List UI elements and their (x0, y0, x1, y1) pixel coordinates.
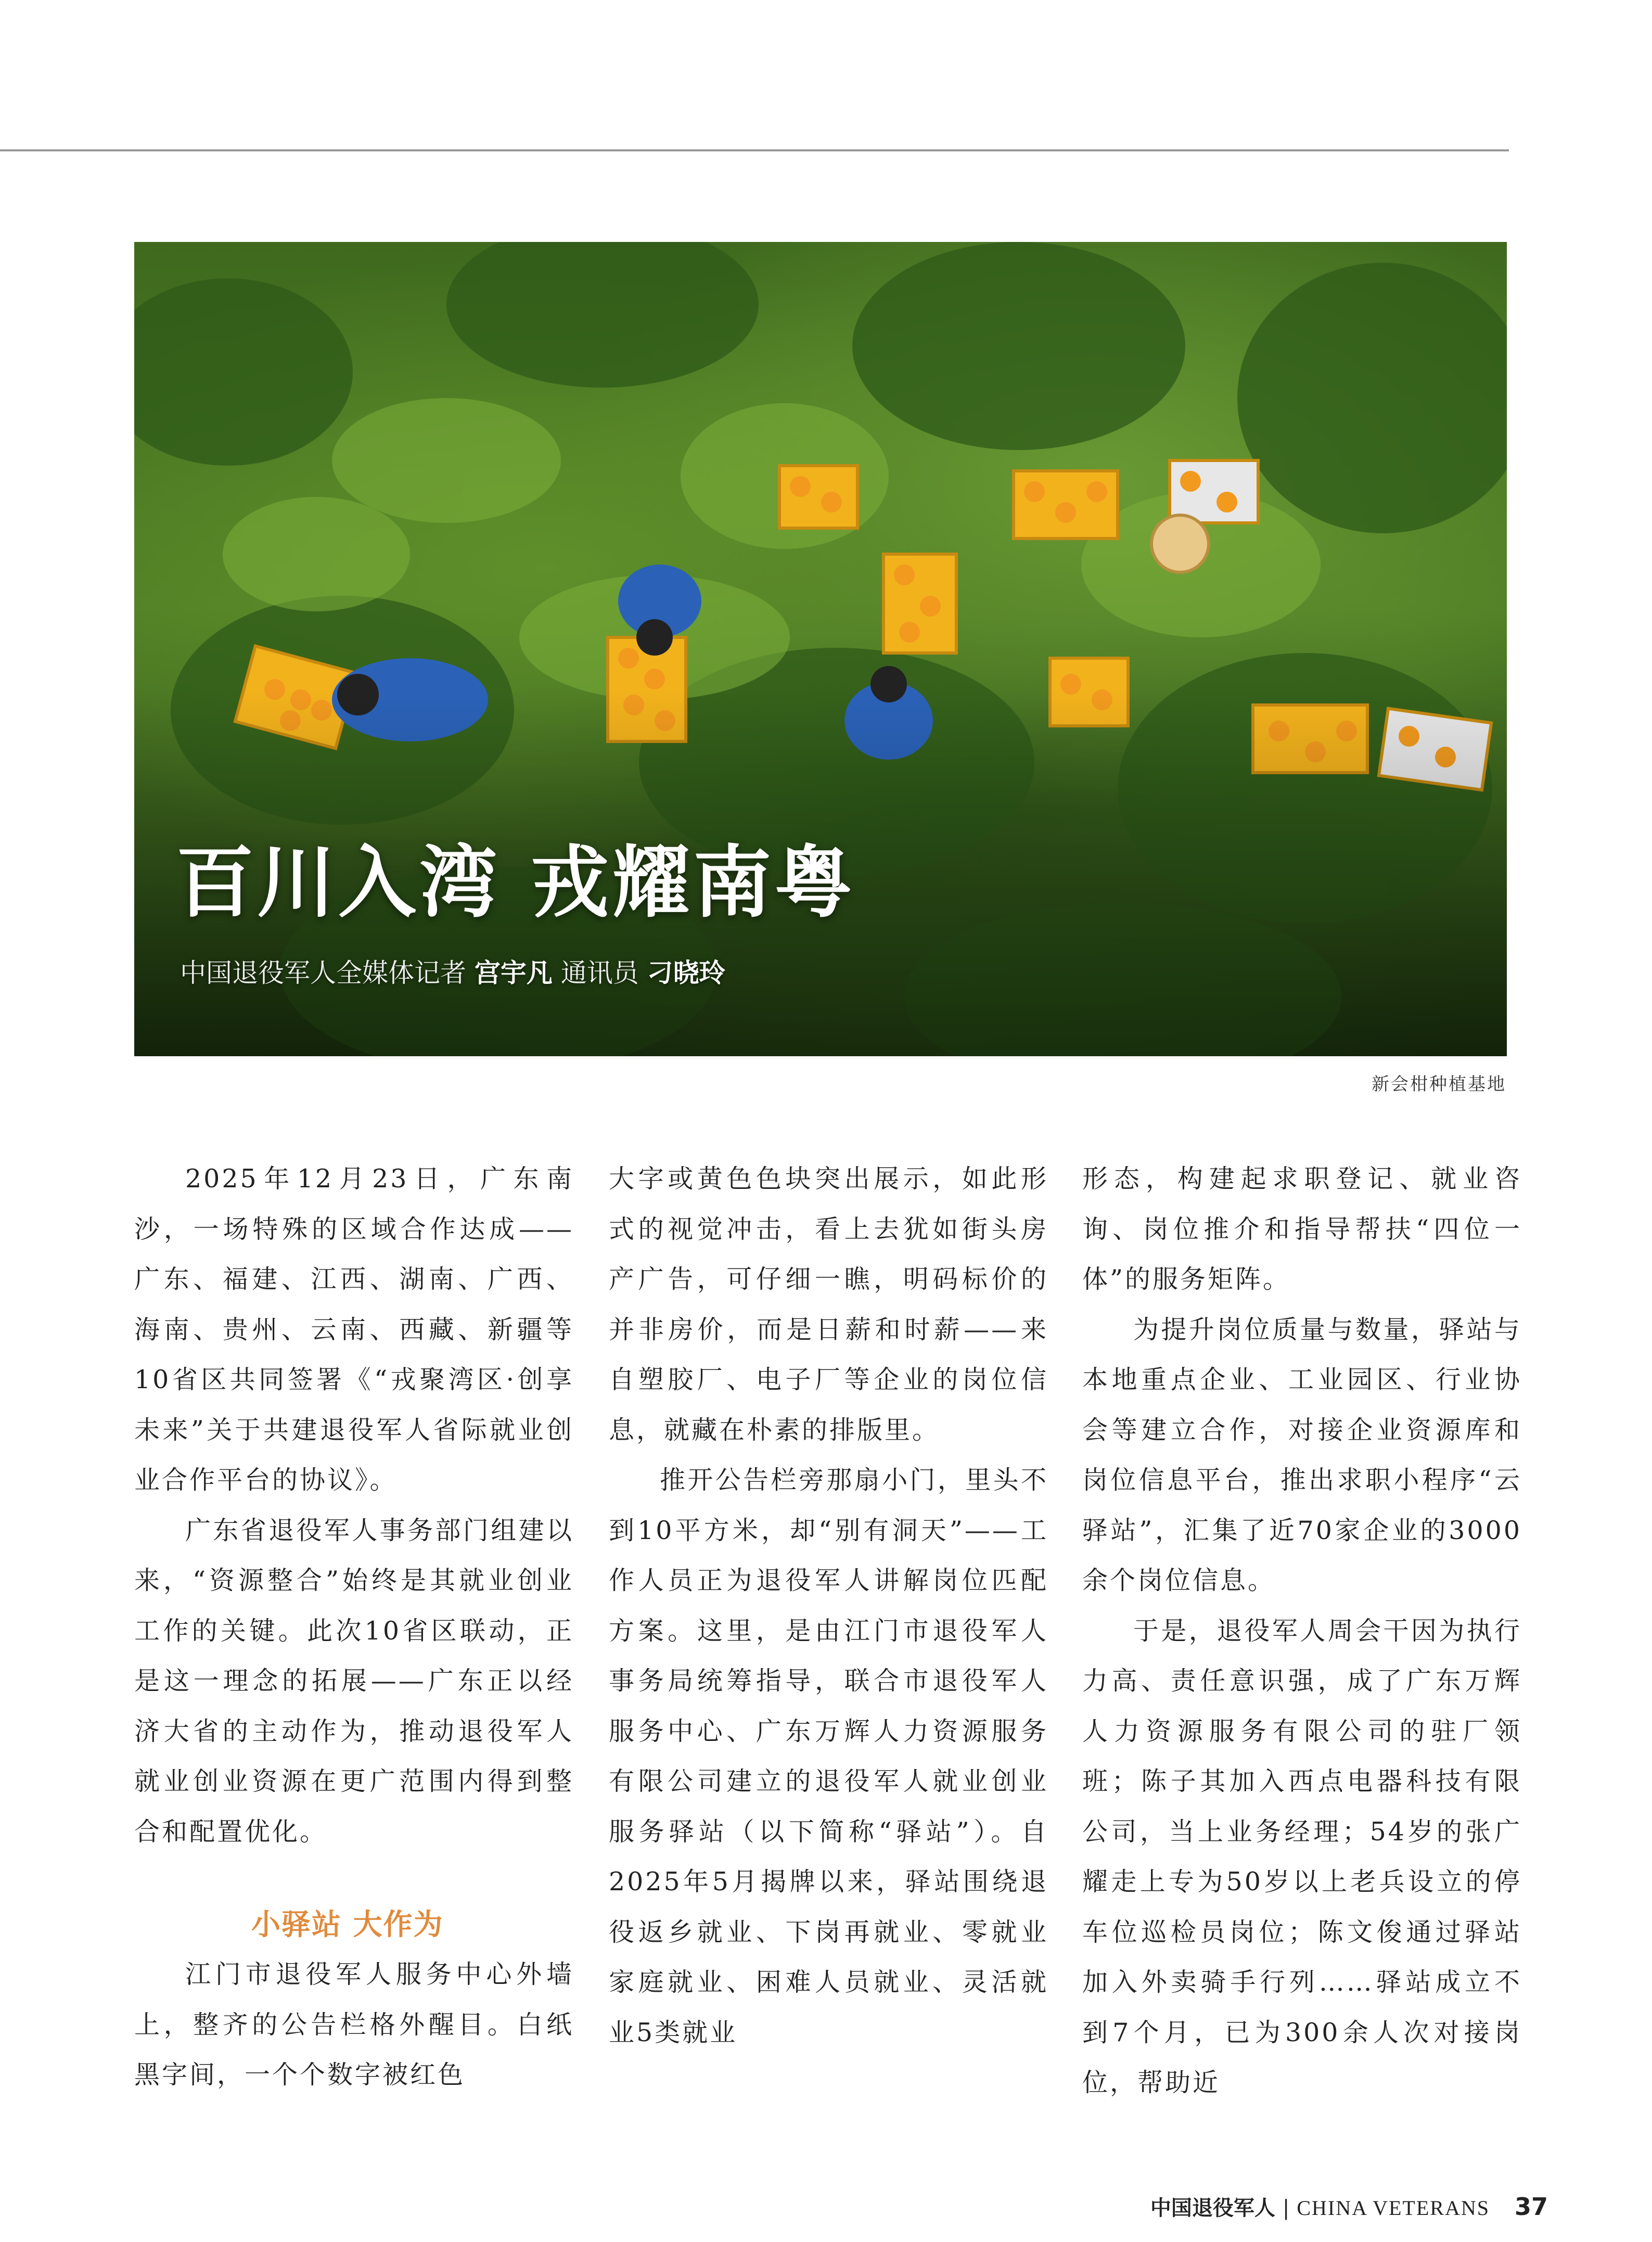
orchard-illustration (134, 242, 1507, 1056)
top-rule (0, 149, 1509, 151)
byline-mid: 通讯员 (560, 958, 639, 988)
publication-english: CHINA VETERANS (1297, 2196, 1490, 2220)
byline-prefix: 中国退役军人全媒体记者 (180, 958, 466, 988)
paragraph: 江门市退役军人服务中心外墙上，整齐的公告栏格外醒目。白纸黑字间，一个个数字被红色 (134, 1959, 574, 2090)
column-1 (134, 1154, 574, 2100)
photo-caption: 新会柑种植基地 (1372, 1074, 1506, 1095)
paragraph: 广东省退役军人事务部门组建以来，“资源整合”始终是其就业创业工作的关键。此次10省区联动，正是这一理念的拓展——广东正以经济大省的主动作为，推动退役军人就业创业资源在更广范围内得到整合和配置优化。 (134, 1515, 574, 1847)
page-number: 37 (1514, 2193, 1548, 2221)
byline (180, 952, 725, 990)
paragraph: 形态，构建起求职登记、就业咨询、岗位推介和指导帮扶“四位一体”的服务矩阵。 (1082, 1164, 1522, 1294)
article-title: 百川入湾 戎耀南粤 (176, 838, 856, 928)
paragraph: 于是，退役军人周会干因为执行力高、责任意识强，成了广东万辉人力资源服务有限公司的驻厂领班；陈子其加入西点电器科技有限公司，当上业务经理；54岁的张广耀走上专为50岁以上老兵设立的停车位巡检员岗位；陈文俊通过驿站加入外卖骑手行列……驿站成立不到7个月，已为300余人次对接岗位，帮助近 (1082, 1616, 1522, 2097)
column-2 (609, 1154, 1048, 2058)
paragraph: 大字或黄色色块突出展示，如此形式的视觉冲击，看上去犹如街头房产广告，可仔细一瞧，明码标价的并非房价，而是日薪和时薪——来自塑胶厂、电子厂等企业的岗位信息，就藏在朴素的排版里。 (609, 1164, 1048, 1445)
footer-separator: | (1282, 2196, 1290, 2220)
page-footer (1150, 2192, 1548, 2221)
paragraph: 为提升岗位质量与数量，驿站与本地重点企业、工业园区、行业协会等建立合作，对接企业资源库和岗位信息平台，推出求职小程序“云驿站”，汇集了近70家企业的3000余个岗位信息。 (1082, 1314, 1522, 1595)
byline-author: 宫宇凡 (474, 958, 553, 988)
section-subheading: 小驿站 大作为 (251, 1907, 444, 1942)
paragraph: 推开公告栏旁那扇小门，里头不到10平方米，却“别有洞天”——工作人员正为退役军人讲解岗位匹配方案。这里，是由江门市退役军人事务局统筹指导，联合市退役军人服务中心、广东万辉人力资源服务有限公司建立的退役军人就业创业服务驿站（以下简称“驿站”）。自2025年5月揭牌以来，驿站围绕退役返乡就业、下岗再就业、零就业家庭就业、困难人员就业、灵活就业5类就业 (609, 1465, 1048, 2047)
byline-correspondent: 刁晓玲 (647, 958, 725, 988)
column-3 (1082, 1154, 1522, 2108)
publication-name: 中国退役军人 (1150, 2196, 1275, 2220)
hero-photo (134, 242, 1507, 1056)
paragraph: 2025年12月23日，广东南沙，一场特殊的区域合作达成——广东、福建、江西、湖南、广西、海南、贵州、云南、西藏、新疆等10省区共同签署《“戎聚湾区·创享未来”关于共建退役军人省际就业创业合作平台的协议》。 (134, 1164, 574, 1495)
